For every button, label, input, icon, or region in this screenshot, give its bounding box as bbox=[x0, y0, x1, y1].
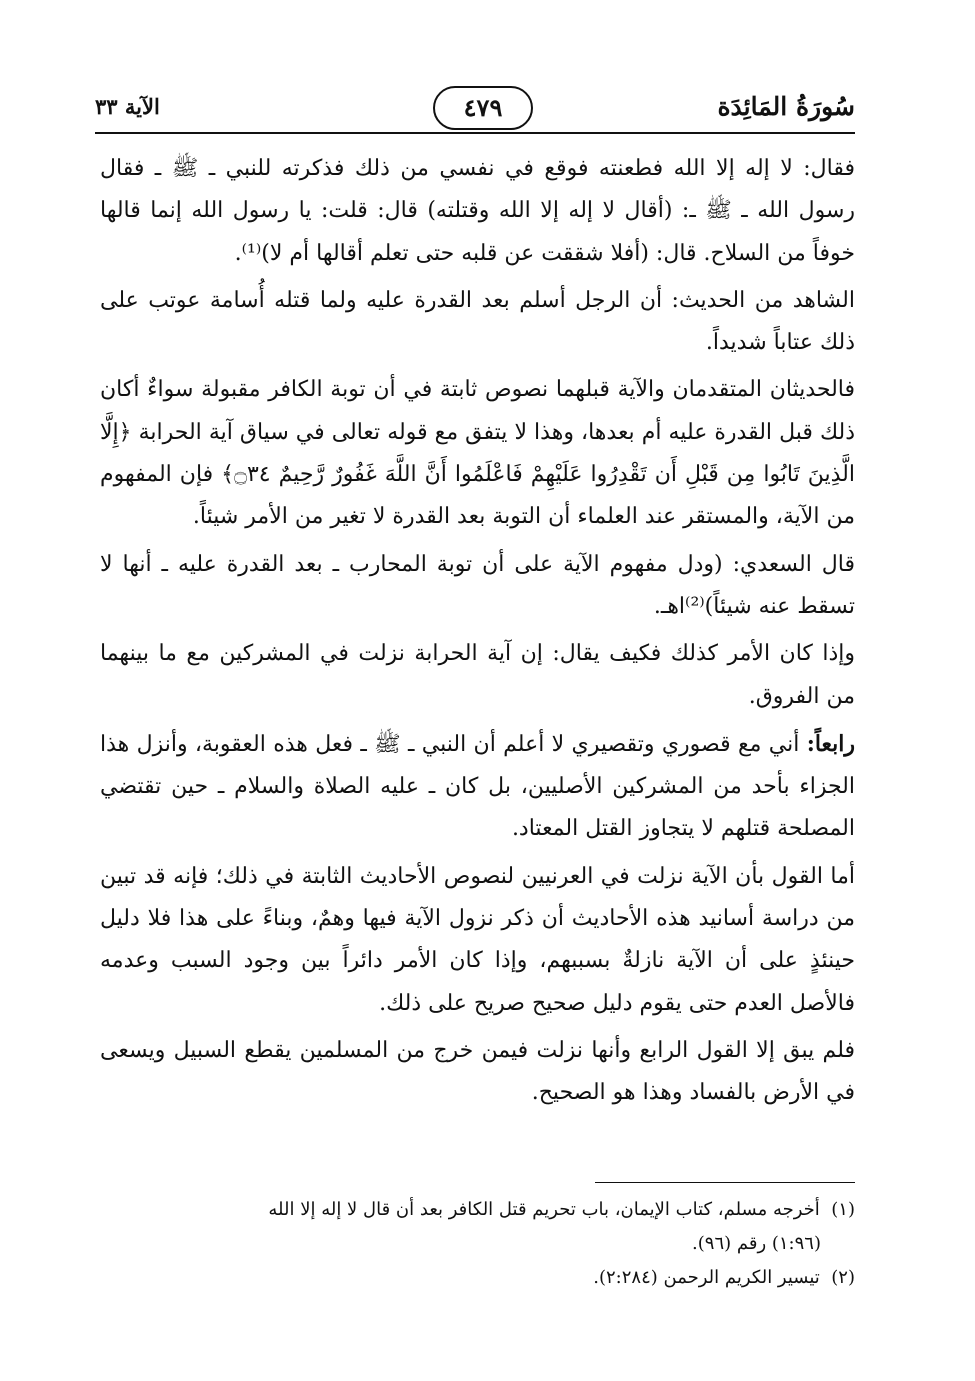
paragraph-6 bbox=[100, 723, 855, 851]
footnote-number: (٢) bbox=[831, 1267, 855, 1288]
page-number: ٤٧٩ bbox=[433, 86, 533, 130]
footnotes bbox=[100, 1193, 855, 1295]
main-text bbox=[100, 148, 855, 1120]
footnote-divider bbox=[595, 1182, 855, 1183]
footnote-text: تيسير الكريم الرحمن (٢:٢٨٤). bbox=[593, 1267, 820, 1288]
paragraph-8: فلم يبق إلا القول الرابع وأنها نزلت فيمن خرج من المسلمين يقطع السبيل ويسعى في الأرض بالفساد وهذا هو الصحيح. bbox=[100, 1037, 855, 1106]
paragraph-2: الشاهد من الحديث: أن الرجل أسلم بعد القدرة عليه ولما قتله أُسامة عوتب على ذلك عتاباً شديداً. bbox=[100, 287, 855, 356]
paragraph-4: قال السعدي: (ودل مفهوم الآية على أن توبة المحارب ـ بعد القدرة عليه ـ أنها لا تسقط عنه شيئاً)⁽²⁾اهـ. bbox=[100, 551, 855, 619]
footnote-number: (١) bbox=[831, 1199, 855, 1220]
paragraph-lead: رابعاً: bbox=[806, 730, 855, 757]
footnote-1 bbox=[100, 1193, 855, 1227]
footnote-text: أخرجه مسلم، كتاب الإيمان، باب تحريم قتل الكافر بعد أن قال لا إله إلا الله bbox=[268, 1199, 820, 1220]
surah-title: سُورَةُ المَائِدَة bbox=[717, 92, 855, 121]
footnote-2 bbox=[100, 1261, 855, 1295]
paragraph-5: وإذا كان الأمر كذلك فكيف يقال: إن آية الحرابة نزلت في المشركين مع ما بينهما من الفروق. bbox=[100, 641, 855, 709]
ayah-reference: الآية ٣٣ bbox=[95, 94, 160, 119]
paragraph-1: فقال: لا إله إلا الله فطعنته فوقع في نفسي من ذلك فذكرته للنبي ـ ﷺ ـ فقال رسول الله ـ ﷺ ـ: (أقال لا إله إلا الله وقتلته) قال: قلت: يا رسول الله إنما قالها خوفاً من السلاح. قال: (أفلا شققت عن قلبه حتى تعلم أقالها أم لا)⁽¹⁾. bbox=[100, 156, 855, 266]
page-header bbox=[95, 80, 855, 140]
footnote-1-continuation: (١:٩٦) رقم (٩٦). bbox=[692, 1233, 821, 1254]
paragraph-7: أما القول بأن الآية نزلت في العرنيين لنصوص الأحاديث الثابتة في ذلك؛ فإنه قد تبين من دراسة أسانيد هذه الأحاديث أن ذكر نزول الآية فيها وهمٌ، وبناءً على هذا فلا دليل حينئذٍ على أن الآية نازلةٌ بسببهم، وإذا كان الأمر دائراً بين وجود السبب وعدمه فالأصل العدم حتى يقوم دليل صحيح صريح على ذلك. bbox=[100, 863, 855, 1016]
header-divider bbox=[95, 132, 855, 134]
paragraph-3: فالحديثان المتقدمان والآية قبلهما نصوص ثابتة في أن توبة الكافر مقبولة سواءٌ أكان ذلك قبل القدرة عليه أم بعدها، وهذا لا يتفق مع قوله تعالى في سياق آية الحرابة ﴿إِلَّا الَّذِينَ تَابُوا مِن قَبْلِ أَن تَقْدِرُوا عَلَيْهِمْ فَاعْلَمُوا أَنَّ اللَّهَ غَفُورٌ رَّحِيمٌ ۝٣٤﴾ فإن المفهوم من الآية، والمستقر عند العلماء أن التوبة بعد القدرة لا تغير من الأمر شيئاً. bbox=[100, 377, 855, 530]
paragraph-6-text: أني مع قصوري وتقصيري لا أعلم أن النبي ـ ﷺ ـ فعل هذه العقوبة، وأنزل هذا الجزاء بأحد من المشركين الأصليين، بل كان ـ عليه الصلاة والسلام ـ حين تقتضي المصلحة قتلهم لا يتجاوز القتل المعتاد. bbox=[100, 731, 855, 842]
